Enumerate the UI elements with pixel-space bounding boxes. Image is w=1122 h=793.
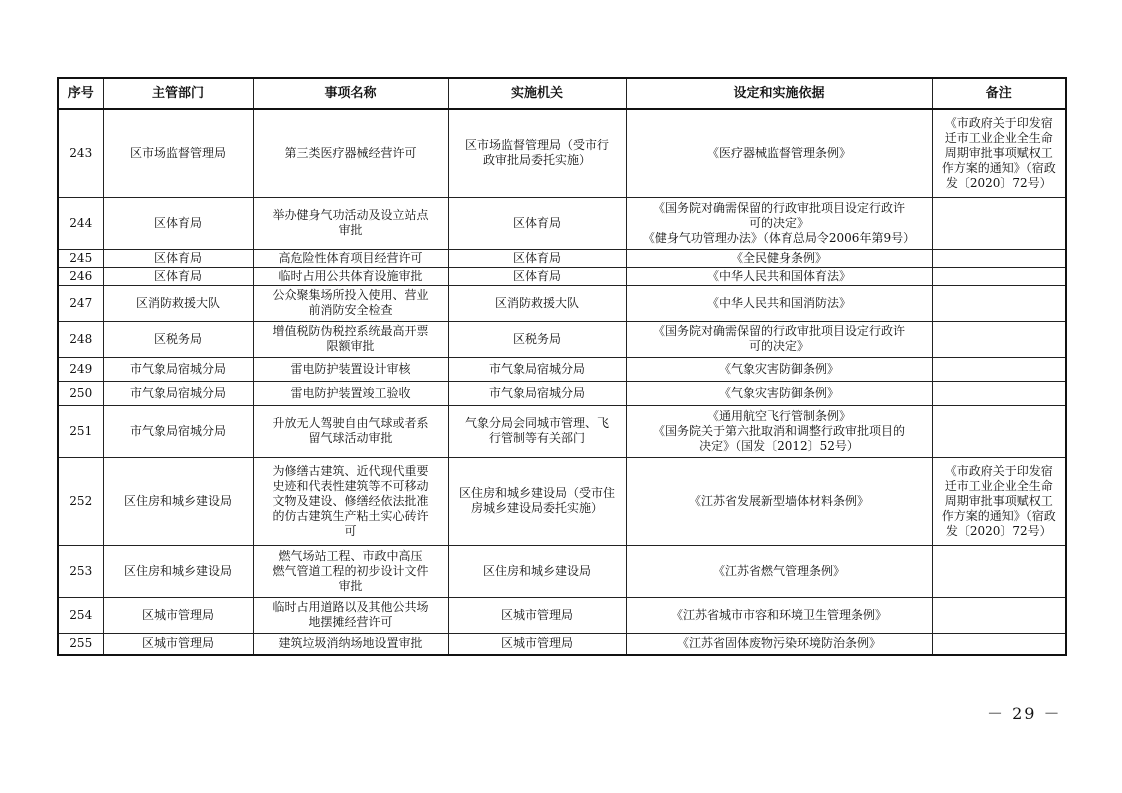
cell-basis — [626, 597, 932, 633]
cell-note — [932, 405, 1066, 457]
table-body — [58, 109, 1066, 655]
header-note: 备注 — [932, 78, 1066, 109]
header-item: 事项名称 — [253, 78, 448, 109]
cell-agency — [448, 197, 626, 249]
cell-agency — [448, 321, 626, 357]
cell-agency — [448, 267, 626, 285]
cell-item — [253, 597, 448, 633]
page-number: － 29 － — [987, 704, 1062, 723]
cell-agency — [448, 545, 626, 597]
table-row — [58, 267, 1066, 285]
cell-dept: 区城市管理局 — [103, 597, 253, 633]
cell-agency — [448, 597, 626, 633]
cell-note — [932, 109, 1066, 197]
cell-line: 《江苏省燃气管理条例》 — [712, 563, 845, 578]
cell-line: 区市场监督管理局（受市行 — [464, 138, 609, 153]
cell-line: 《医疗器械监督管理条例》 — [706, 145, 851, 160]
cell-item — [253, 285, 448, 321]
cell-dept: 区城市管理局 — [103, 633, 253, 655]
cell-agency — [448, 457, 626, 545]
cell-line: 第三类医疗器械经营许可 — [284, 145, 417, 160]
cell-line: 公众聚集场所投入使用、营业 — [272, 288, 429, 302]
cell-line: 《中华人民共和国消防法》 — [706, 295, 851, 310]
cell-basis — [626, 633, 932, 655]
cell-no: 248 — [58, 321, 103, 357]
cell-note — [932, 267, 1066, 285]
cell-basis — [626, 381, 932, 405]
cell-line: 《中华人民共和国体育法》 — [706, 268, 851, 283]
cell-dept: 区体育局 — [103, 249, 253, 267]
cell-basis — [626, 267, 932, 285]
cell-note — [932, 249, 1066, 267]
cell-line: 区住房和城乡建设局 — [482, 563, 591, 578]
table-row — [58, 545, 1066, 597]
cell-basis — [626, 321, 932, 357]
cell-no: 244 — [58, 197, 103, 249]
cell-item — [253, 457, 448, 545]
cell-line: 区城市管理局 — [500, 607, 573, 622]
cell-no: 246 — [58, 267, 103, 285]
header-agency: 实施机关 — [448, 78, 626, 109]
cell-basis — [626, 109, 932, 197]
cell-note — [932, 597, 1066, 633]
cell-dept: 区体育局 — [103, 197, 253, 249]
cell-agency — [448, 381, 626, 405]
cell-line: 《市政府关于印发宿 — [944, 115, 1053, 130]
cell-no: 250 — [58, 381, 103, 405]
table-row — [58, 285, 1066, 321]
cell-agency — [448, 285, 626, 321]
cell-line: 《通用航空飞行管制条例》 — [706, 408, 851, 423]
cell-line: 气象分局会同城市管理、飞 — [464, 416, 609, 430]
cell-item — [253, 405, 448, 457]
cell-item — [253, 357, 448, 381]
cell-basis — [626, 457, 932, 545]
cell-line: 限额审批 — [326, 339, 375, 353]
cell-line: 燃气管道工程的初步设计文件 — [272, 563, 429, 578]
table-row — [58, 249, 1066, 267]
table-row — [58, 109, 1066, 197]
cell-line: 《江苏省发展新型墙体材料条例》 — [688, 493, 869, 508]
cell-line: 区体育局 — [512, 250, 561, 265]
cell-line: 市气象局宿城分局 — [488, 385, 585, 400]
cell-item — [253, 267, 448, 285]
cell-no: 249 — [58, 357, 103, 381]
cell-line: 地摆摊经营许可 — [308, 615, 393, 629]
cell-dept: 区体育局 — [103, 267, 253, 285]
cell-line: 举办健身气功活动及设立站点 — [272, 208, 429, 222]
cell-line: 市气象局宿城分局 — [488, 361, 585, 376]
cell-line: 燃气场站工程、市政中高压 — [278, 548, 423, 563]
cell-dept: 区住房和城乡建设局 — [103, 545, 253, 597]
cell-line: 迁市工业企业全生命 — [944, 130, 1053, 145]
cell-line: 的仿古建筑生产粘土实心砖许 — [272, 508, 429, 523]
cell-dept: 区税务局 — [103, 321, 253, 357]
cell-item — [253, 249, 448, 267]
cell-line: 迁市工业企业全生命 — [944, 478, 1053, 493]
cell-line: 增值税防伪税控系统最高开票 — [272, 324, 429, 338]
cell-agency — [448, 109, 626, 197]
table-header — [58, 78, 1066, 109]
cell-line: 建筑垃圾消纳场地设置审批 — [278, 636, 423, 651]
cell-line: 区体育局 — [512, 268, 561, 283]
cell-line: 区消防救援大队 — [494, 295, 579, 310]
cell-dept: 市气象局宿城分局 — [103, 381, 253, 405]
cell-basis — [626, 249, 932, 267]
cell-line: 高危险性体育项目经营许可 — [278, 250, 423, 265]
table-row — [58, 633, 1066, 655]
cell-line: 雷电防护装置设计审核 — [290, 361, 411, 376]
cell-line: 《健身气功管理办法》（体育总局令2006年第9号） — [642, 230, 916, 245]
cell-no: 254 — [58, 597, 103, 633]
table-row — [58, 357, 1066, 381]
cell-note — [932, 633, 1066, 655]
cell-note — [932, 381, 1066, 405]
cell-line: 可的决定》 — [748, 215, 809, 230]
table-row — [58, 321, 1066, 357]
cell-line: 区税务局 — [512, 331, 561, 346]
cell-line: 发〔2020〕72号） — [945, 175, 1052, 190]
cell-line: 作方案的通知》（宿政 — [941, 508, 1056, 523]
cell-dept: 区市场监督管理局 — [103, 109, 253, 197]
cell-note — [932, 285, 1066, 321]
cell-line: 《市政府关于印发宿 — [944, 463, 1053, 478]
cell-line: 审批 — [338, 578, 363, 593]
table-row — [58, 597, 1066, 633]
cell-agency — [448, 633, 626, 655]
cell-dept: 区消防救援大队 — [103, 285, 253, 321]
cell-item — [253, 633, 448, 655]
cell-dept: 市气象局宿城分局 — [103, 405, 253, 457]
cell-note — [932, 321, 1066, 357]
cell-line: 文物及建设、修缮经依法批准 — [272, 493, 429, 508]
cell-line: 周期审批事项赋权工 — [944, 493, 1053, 508]
cell-item — [253, 321, 448, 357]
cell-no: 252 — [58, 457, 103, 545]
cell-line: 前消防安全检查 — [308, 303, 393, 317]
cell-line: 周期审批事项赋权工 — [944, 145, 1053, 160]
cell-line: 可 — [344, 523, 357, 538]
cell-line: 升放无人驾驶自由气球或者系 — [272, 416, 429, 430]
cell-line: 《气象灾害防御条例》 — [718, 385, 839, 400]
cell-note — [932, 457, 1066, 545]
cell-item — [253, 545, 448, 597]
cell-item — [253, 381, 448, 405]
cell-line: 《国务院对确需保留的行政审批项目设定行政许 — [652, 200, 905, 215]
cell-line: 《国务院关于第六批取消和调整行政审批项目的 — [652, 423, 905, 438]
header-dept: 主管部门 — [103, 78, 253, 109]
cell-agency — [448, 249, 626, 267]
cell-line: 雷电防护装置竣工验收 — [290, 385, 411, 400]
cell-line: 区住房和城乡建设局（受市住 — [458, 486, 615, 500]
cell-line: 《全民健身条例》 — [730, 250, 827, 265]
cell-no: 251 — [58, 405, 103, 457]
cell-note — [932, 197, 1066, 249]
cell-dept: 区住房和城乡建设局 — [103, 457, 253, 545]
cell-agency — [448, 357, 626, 381]
table-row — [58, 457, 1066, 545]
cell-line: 临时占用道路以及其他公共场 — [272, 600, 429, 614]
cell-basis — [626, 357, 932, 381]
cell-line: 政审批局委托实施） — [482, 153, 591, 168]
cell-item — [253, 197, 448, 249]
cell-no: 255 — [58, 633, 103, 655]
cell-line: 《江苏省城市市容和环境卫生管理条例》 — [670, 607, 887, 622]
cell-line: 作方案的通知》（宿政 — [941, 160, 1056, 175]
cell-dept: 市气象局宿城分局 — [103, 357, 253, 381]
cell-basis — [626, 405, 932, 457]
table-row — [58, 381, 1066, 405]
cell-line: 为修缮古建筑、近代现代重要 — [272, 463, 429, 478]
cell-line: 区城市管理局 — [500, 636, 573, 651]
cell-basis — [626, 285, 932, 321]
header-basis: 设定和实施依据 — [626, 78, 932, 109]
cell-no: 247 — [58, 285, 103, 321]
cell-line: 行管制等有关部门 — [488, 431, 585, 445]
cell-agency — [448, 405, 626, 457]
cell-line: 留气球活动审批 — [308, 431, 393, 445]
cell-line: 区体育局 — [512, 215, 561, 230]
cell-line: 发〔2020〕72号） — [945, 523, 1052, 538]
approval-items-table — [57, 77, 1067, 656]
table-row — [58, 197, 1066, 249]
cell-line: 《气象灾害防御条例》 — [718, 361, 839, 376]
cell-basis — [626, 197, 932, 249]
cell-line: 房城乡建设局委托实施） — [470, 501, 603, 515]
cell-line: 临时占用公共体育设施审批 — [278, 268, 423, 283]
cell-line: 《江苏省固体废物污染环境防治条例》 — [676, 636, 881, 651]
header-no: 序号 — [58, 78, 103, 109]
cell-item — [253, 109, 448, 197]
cell-no: 253 — [58, 545, 103, 597]
cell-line: 史迹和代表性建筑等不可移动 — [272, 478, 429, 493]
cell-note — [932, 357, 1066, 381]
cell-basis — [626, 545, 932, 597]
cell-no: 245 — [58, 249, 103, 267]
cell-line: 可的决定》 — [748, 339, 809, 353]
table-row — [58, 405, 1066, 457]
cell-note — [932, 545, 1066, 597]
cell-line: 《国务院对确需保留的行政审批项目设定行政许 — [652, 324, 905, 338]
cell-line: 审批 — [338, 223, 363, 237]
cell-no: 243 — [58, 109, 103, 197]
cell-line: 决定》（国发〔2012〕52号） — [699, 438, 859, 453]
